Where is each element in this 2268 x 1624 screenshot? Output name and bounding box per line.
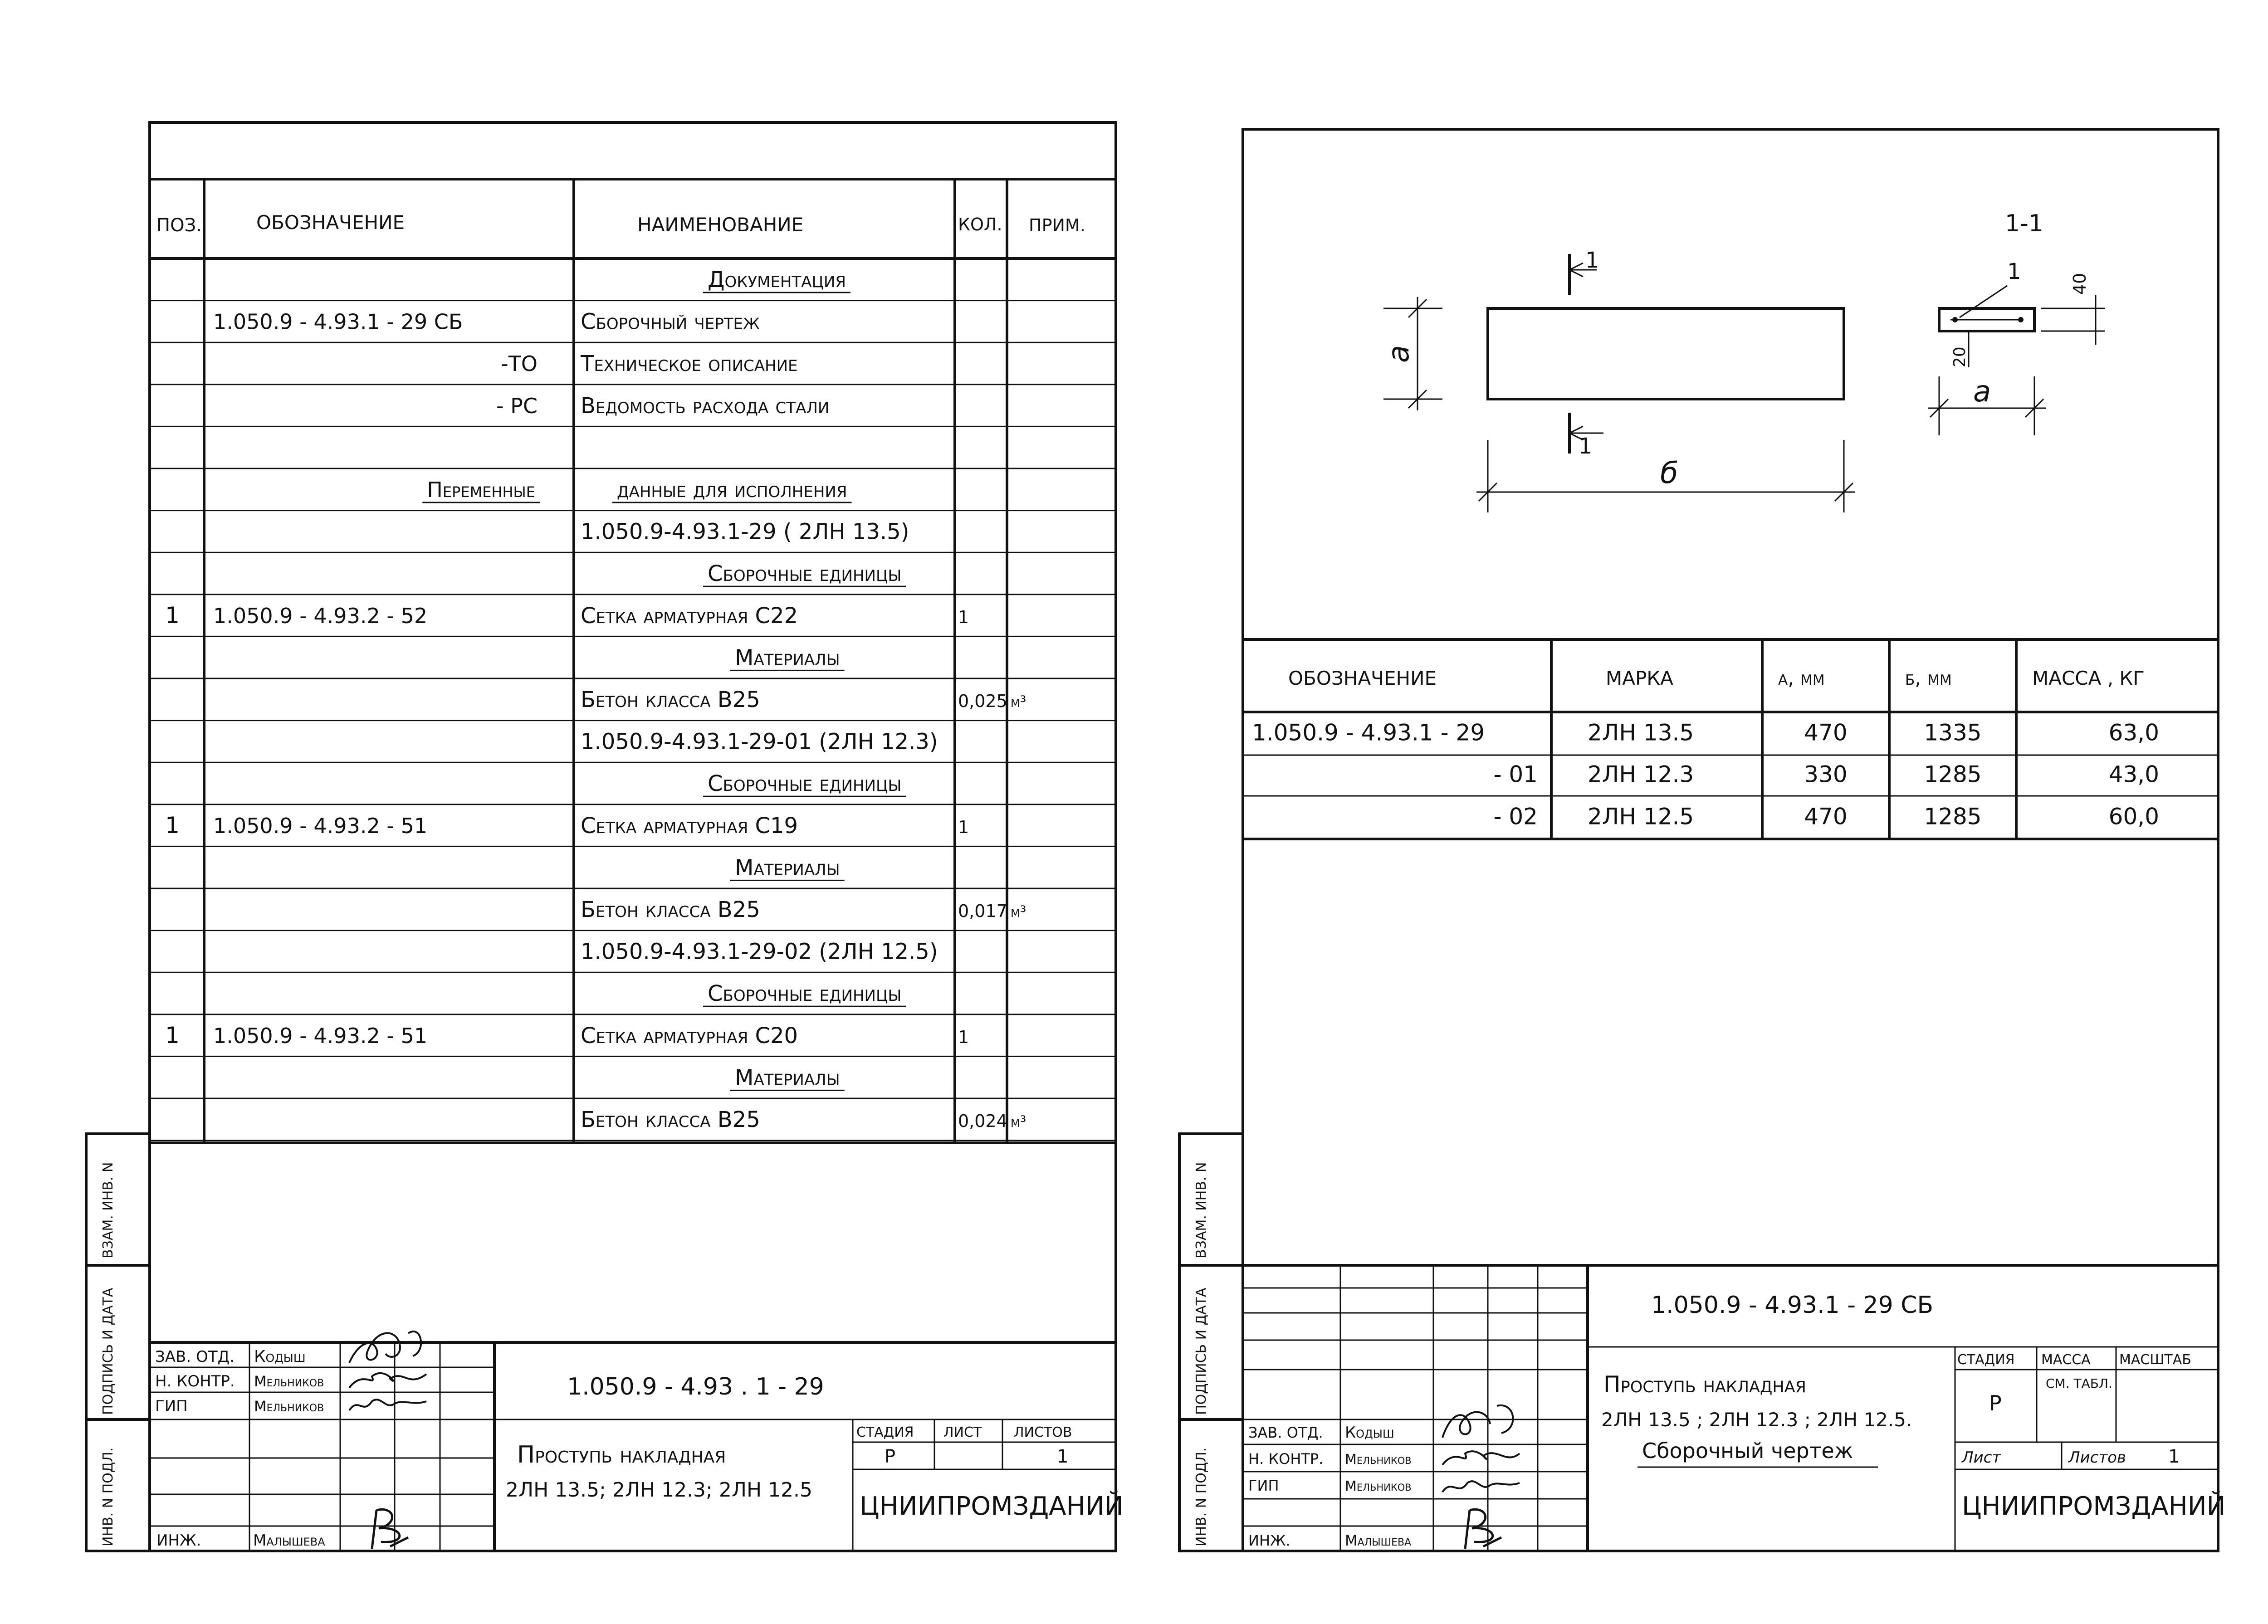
left-sheets-value: 1 (1057, 1446, 1069, 1467)
left-signature-melnikov-1 (349, 1373, 426, 1388)
right-mass-label: МАССА (2041, 1352, 2091, 1368)
spec-cell-name: Сетка арматурная С20 (581, 1023, 798, 1049)
right-name-1: Мельников (1345, 1452, 1412, 1468)
spec-cell-name: Бетон класса В25 (581, 897, 760, 922)
vt-header-b: б, мм (1905, 667, 1952, 690)
spec-cell-designation: 1.050.9 - 4.93.1 - 29 СБ (213, 309, 463, 334)
spec-cell-pos: 1 (165, 602, 180, 629)
left-signature-kodysh (349, 1331, 421, 1363)
left-name-1: Мельников (254, 1373, 324, 1390)
left-role-0: ЗАВ. ОТД. (155, 1348, 235, 1366)
vt-header-designation: ОБОЗНАЧЕНИЕ (1288, 667, 1437, 689)
spec-cell-name: Сборочные единицы (708, 771, 902, 797)
right-role-1: Н. КОНТР. (1248, 1450, 1324, 1468)
right-stamp-sign-date: ПОДПИСЬ И ДАТА (1193, 1287, 1209, 1415)
left-stamp-replace-inv: ВЗАМ. ИНВ. N (100, 1162, 116, 1258)
vt-header-mark: МАРКА (1606, 667, 1673, 689)
plan-view (1382, 248, 1855, 512)
dim-b-plan: б (1660, 457, 1678, 490)
right-sheets-value: 1 (2168, 1446, 2180, 1467)
left-title-block (150, 1331, 1124, 1551)
spec-cell-name: Материалы (735, 645, 840, 671)
right-signature-kodysh (1442, 1405, 1513, 1438)
vt-cell-mark: 2ЛН 12.5 (1588, 803, 1694, 830)
vt-header-mass: МАССА , КГ (2032, 667, 2145, 689)
spec-cell-name: данные для исполнения (617, 477, 847, 502)
spec-cell-name: 1.050.9-4.93.1-29 ( 2ЛН 13.5) (581, 519, 909, 545)
left-title-line1: Проступь накладная (517, 1441, 726, 1468)
dim-a-plan: а (1382, 345, 1416, 363)
right-title-line1: Проступь накладная (1603, 1371, 1806, 1398)
vt-header-a: а, мм (1778, 667, 1825, 690)
spec-header-note: ПРИМ. (1029, 215, 1085, 235)
vt-cell-designation: - 01 (1493, 761, 1538, 788)
spec-cell-note: м³ (1011, 693, 1026, 711)
left-signature-malysheva (372, 1509, 408, 1549)
right-sheets-label: Листов (2068, 1448, 2126, 1467)
spec-cell-designation: 1.050.9 - 4.93.2 - 51 (213, 1023, 428, 1048)
left-stage-value: Р (885, 1446, 896, 1467)
spec-cell-qty: 1 (958, 607, 969, 627)
vt-cell-mass: 43,0 (2108, 761, 2159, 788)
spec-cell-designation: Переменные (427, 477, 535, 502)
variant-table (1243, 639, 2218, 839)
spec-cell-qty: 1 (958, 1027, 969, 1047)
left-designation: 1.050.9 - 4.93 . 1 - 29 (567, 1373, 824, 1400)
right-sheet-label: Лист (1962, 1448, 2001, 1467)
right-title-line3: Сборочный чертеж (1642, 1439, 1853, 1463)
left-role-5: ИНЖ. (156, 1531, 201, 1550)
spec-cell-name: Техническое описание (581, 351, 798, 377)
right-role-2: ГИП (1248, 1477, 1279, 1494)
spec-cell-name: Сборочные единицы (708, 561, 902, 587)
spec-cell-name: Сборочные единицы (708, 981, 902, 1007)
right-sheet (1179, 129, 2226, 1551)
spec-cell-name: Ведомость расхода стали (581, 393, 830, 419)
spec-header-qty: КОЛ. (958, 215, 1002, 234)
left-sheet (86, 122, 1124, 1551)
left-sheet-label: ЛИСТ (943, 1424, 982, 1440)
right-role-0: ЗАВ. ОТД. (1248, 1424, 1323, 1441)
left-sheets-label: ЛИСТОВ (1014, 1424, 1072, 1440)
vt-cell-mass: 63,0 (2108, 719, 2159, 746)
spec-cell-designation: 1.050.9 - 4.93.2 - 51 (213, 813, 428, 838)
vt-cell-a: 470 (1804, 803, 1848, 830)
spec-cell-name: Материалы (735, 855, 840, 881)
right-stamp-inv-orig: ИНВ. N ПОДЛ. (1193, 1447, 1209, 1546)
spec-cell-name: 1.050.9-4.93.1-29-01 (2ЛН 12.3) (581, 729, 938, 755)
vt-cell-b: 1285 (1924, 803, 1982, 830)
right-title-line2: 2ЛН 13.5 ; 2ЛН 12.3 ; 2ЛН 12.5. (1601, 1409, 1912, 1431)
plate-outline (1488, 308, 1844, 399)
vt-cell-mark: 2ЛН 13.5 (1588, 719, 1694, 746)
spec-cell-name: 1.050.9-4.93.1-29-02 (2ЛН 12.5) (581, 939, 938, 965)
spec-cell-qty: 1 (958, 817, 969, 837)
spec-cell-note: м³ (1011, 1112, 1026, 1131)
section-callout: 1 (2007, 259, 2021, 284)
right-mass-value: СМ. ТАБЛ. (2046, 1376, 2112, 1391)
section-mark-bottom: 1 (1579, 434, 1593, 459)
right-stage-value: Р (1989, 1391, 2002, 1415)
spec-cell-pos: 1 (165, 812, 180, 839)
left-title-line2: 2ЛН 13.5; 2ЛН 12.3; 2ЛН 12.5 (506, 1478, 812, 1502)
left-name-0: Кодыш (254, 1347, 306, 1366)
vt-cell-a: 470 (1804, 719, 1848, 746)
dim-20: 20 (1950, 346, 1969, 367)
vt-cell-designation: 1.050.9 - 4.93.1 - 29 (1252, 719, 1485, 746)
spec-table (150, 179, 1116, 1143)
left-stamp-inv-orig: ИНВ. N ПОДЛ. (100, 1447, 116, 1546)
vt-cell-mass: 60,0 (2108, 803, 2159, 830)
spec-cell-name: Сетка арматурная С22 (581, 603, 798, 629)
left-signature-melnikov-2 (349, 1400, 426, 1410)
right-designation: 1.050.9 - 4.93.1 - 29 СБ (1651, 1292, 1934, 1319)
vt-cell-mark: 2ЛН 12.3 (1588, 761, 1694, 788)
spec-cell-note: м³ (1011, 902, 1026, 921)
section-mark-top: 1 (1585, 248, 1599, 273)
section-title: 1-1 (2005, 210, 2043, 237)
right-name-2: Мельников (1345, 1478, 1412, 1494)
spec-header-name: НАИМЕНОВАНИЕ (637, 214, 804, 236)
spec-cell-designation: -ТО (501, 351, 538, 376)
spec-cell-qty: 0,017 (958, 901, 1007, 921)
right-stage-label: СТАДИЯ (1957, 1352, 2015, 1368)
spec-header-pos: ПОЗ. (156, 215, 202, 236)
dim-a-section: а (1973, 375, 1991, 409)
left-stage-label: СТАДИЯ (856, 1424, 914, 1440)
spec-cell-qty: 0,024 (958, 1111, 1007, 1131)
vt-cell-a: 330 (1804, 761, 1848, 788)
spec-cell-name: Сетка арматурная С19 (581, 813, 798, 839)
section-view (1928, 210, 2105, 435)
vt-cell-b: 1335 (1924, 719, 1982, 746)
spec-cell-designation: - РС (496, 393, 538, 418)
spec-cell-name: Материалы (735, 1065, 840, 1091)
right-scale-label: МАСШТАБ (2119, 1352, 2191, 1368)
right-stamp-replace-inv: ВЗАМ. ИНВ. N (1193, 1162, 1209, 1258)
right-name-0: Кодыш (1345, 1424, 1394, 1442)
spec-cell-name: Документация (708, 267, 846, 293)
left-role-2: ГИП (155, 1397, 188, 1415)
right-signature-melnikov-1 (1442, 1451, 1520, 1465)
dim-40: 40 (2070, 273, 2090, 295)
left-stamp-sign-date: ПОДПИСЬ И ДАТА (100, 1287, 116, 1415)
spec-cell-qty: 0,025 (958, 691, 1007, 711)
spec-cell-designation: 1.050.9 - 4.93.2 - 52 (213, 603, 428, 628)
right-title-block (1243, 1265, 2226, 1551)
right-side-stamp (1179, 1134, 1243, 1551)
spec-cell-name: Бетон класса В25 (581, 1107, 760, 1132)
left-name-2: Мельников (254, 1398, 324, 1415)
spec-header-designation: ОБОЗНАЧЕНИЕ (256, 211, 405, 234)
right-role-4: ИНЖ. (1248, 1532, 1290, 1549)
right-name-4: Малышева (1345, 1532, 1412, 1549)
spec-cell-name: Сборочный чертеж (581, 309, 760, 335)
left-role-1: Н. КОНТР. (155, 1372, 235, 1390)
spec-cell-pos: 1 (165, 1022, 180, 1049)
right-signature-melnikov-2 (1442, 1481, 1520, 1492)
right-org: ЦНИИПРОМЗДАНИЙ (1962, 1492, 2226, 1521)
spec-cell-name: Бетон класса В25 (581, 687, 760, 712)
right-signature-malysheva (1465, 1509, 1501, 1549)
vt-cell-b: 1285 (1924, 761, 1982, 788)
left-org: ЦНИИПРОМЗДАНИЙ (860, 1492, 1124, 1521)
vt-cell-designation: - 02 (1493, 803, 1538, 830)
left-name-5: Малышева (253, 1531, 325, 1550)
left-side-stamp (86, 1134, 150, 1551)
